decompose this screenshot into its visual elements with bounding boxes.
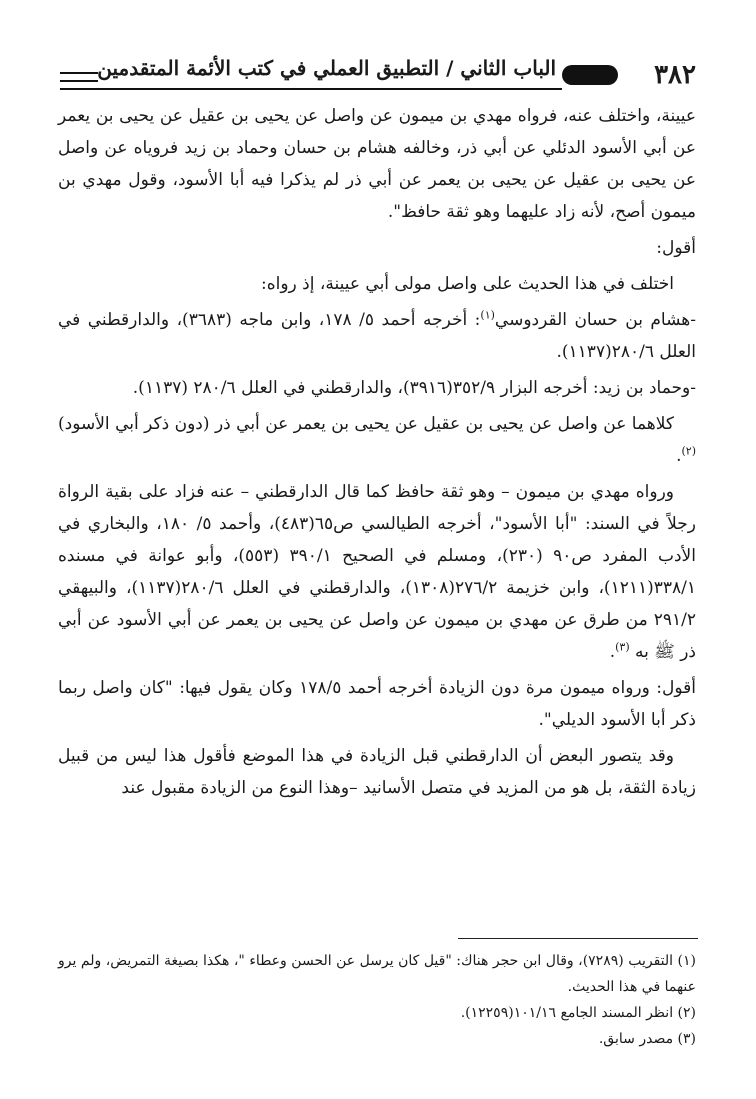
footnotes bbox=[58, 948, 696, 1052]
header-end-mark bbox=[60, 72, 98, 82]
footnote-ref[interactable]: (٣) bbox=[615, 640, 630, 654]
footnote-ref[interactable]: (٢) bbox=[681, 444, 696, 458]
header-ornament bbox=[562, 65, 618, 85]
paragraph: وقد يتصور البعض أن الدارقطني قبل الزيادة في هذا الموضع فأقول هذا ليس من قبيل زيادة الثقة، بل هو من المزيد في متصل الأسانيد –وهذا النوع من الزيادة مقبول عند bbox=[58, 746, 696, 798]
page-number: ٣٨٢ bbox=[654, 60, 696, 90]
paragraph: كلاهما عن واصل عن يحيى بن عقيل عن يحيى بن يعمر عن أبي ذر (دون ذكر أبي الأسود)$^{(٢)}$. bbox=[58, 414, 696, 466]
footnote: (١) التقريب (٧٢٨٩)، وقال ابن حجر هناك: "قيل كان يرسل عن الحسن وعطاء "، هكذا بصيغة التمريض، ولم يرو عنهما في هذا الحديث. bbox=[58, 953, 696, 995]
main-text bbox=[58, 100, 696, 808]
footnote: (٢) انظر المسند الجامع ١٠١/١٦(١٢٢٥٩). bbox=[460, 1005, 696, 1021]
header-rule bbox=[60, 88, 562, 90]
footnote: (٣) مصدر سابق. bbox=[598, 1031, 696, 1047]
footnote-separator bbox=[458, 938, 698, 939]
page-header bbox=[60, 52, 696, 96]
paragraph: ورواه مهدي بن ميمون – وهو ثقة حافظ كما قال الدارقطني – عنه فزاد على بقية الرواة رجلاً في السند: "أبا الأسود"، أخرجه الطيالسي ص٦٥(٤٨٣)، وأحمد ٥/ ١٨٠، والبخاري في الأدب المفرد ص٩٠ (٢٣٠)، ومسلم في الصحيح ٣٩٠/١ (٥٥٣)، وأبو عوانة في مسنده ٣٣٨/١(١٢١١)، وابن خزيمة ٢٧٦/٢(١٣٠٨)، والدارقطني في العلل ٢٨٠/٦(١١٣٧)، والبيهقي ٢٩١/٢ من طرق عن مهدي بن ميمون عن واصل عن يحيى بن يعمر عن أبي الأسود عن أبي ذر ﷺ به $^{(٣)}$. bbox=[58, 482, 696, 662]
paragraph: -وحماد بن زيد: أخرجه البزار ٣٥٢/٩(٣٩١٦)، والدارقطني في العلل ٢٨٠/٦ (١١٣٧). bbox=[132, 378, 696, 398]
paragraph: اختلف في هذا الحديث على واصل مولى أبي عيينة، إذ رواه: bbox=[260, 274, 674, 294]
paragraph: أقول: ورواه ميمون مرة دون الزيادة أخرجه أحمد ١٧٨/٥ وكان يقول فيها: "كان واصل ربما ذكر أبا الأسود الديلي". bbox=[58, 678, 697, 730]
paragraph: أقول: bbox=[656, 238, 696, 258]
paragraph: عيينة، واختلف عنه، فرواه مهدي بن ميمون عن واصل عن يحيى بن عقيل عن يحيى بن يعمر عن أبي الأسود الدئلي عن أبي ذر، وخالفه هشام بن حسان وحماد بن زيد فروياه عن واصل عن يحيى بن عقيل عن يحيى بن يعمر عن أبي ذر لم يذكرا فيه أبا الأسود، وقول مهدي بن ميمون أصح، لأنه زاد عليهما وهو ثقة حافظ". bbox=[58, 106, 696, 222]
footnote-ref[interactable]: (١) bbox=[480, 308, 495, 322]
paragraph: -هشام بن حسان القردوسي$^{(١)}$: أخرجه أحمد ٥/ ١٧٨، وابن ماجه (٣٦٨٣)، والدارقطني في العلل ٢٨٠/٦(١١٣٧). bbox=[58, 308, 696, 362]
running-header-title: الباب الثاني / التطبيق العملي في كتب الأئمة المتقدمين bbox=[97, 56, 556, 80]
